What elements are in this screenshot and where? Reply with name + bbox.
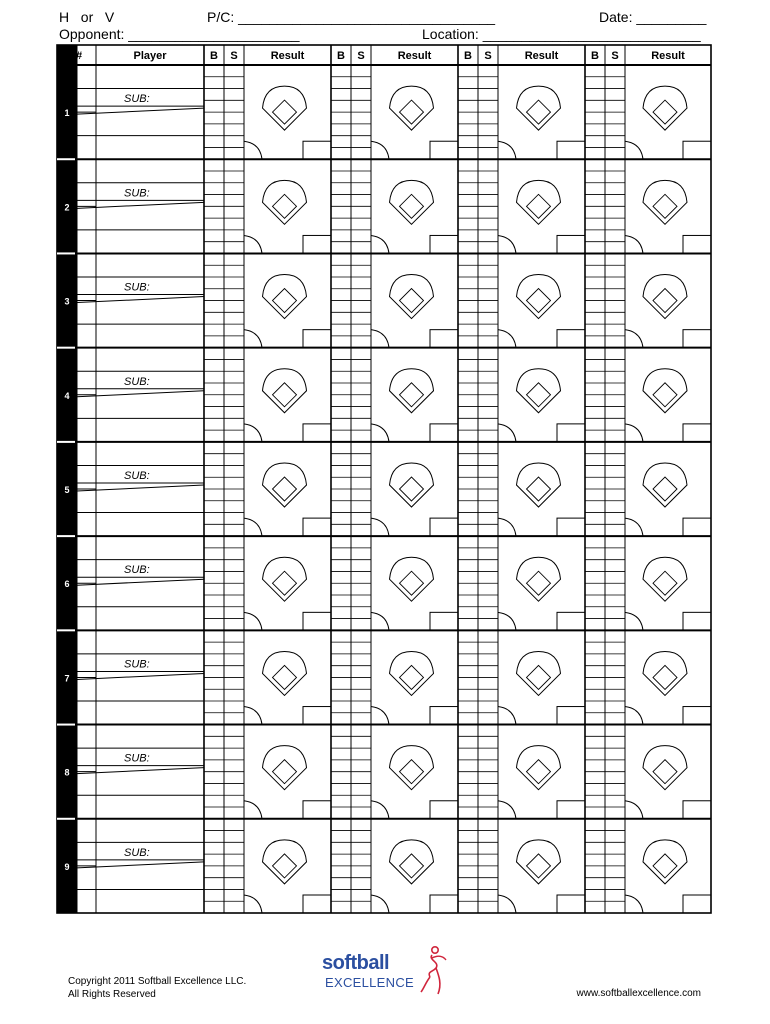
infield-diamond [653,289,677,313]
band-notch [57,441,75,443]
infield-diamond [527,760,551,784]
rbi-box [557,801,585,819]
field-diagram-5-1 [244,463,331,536]
header-result-3: Result [524,50,559,62]
foul-arc [371,424,389,442]
field-diagram-4-2 [371,369,458,442]
rbi-box [430,518,458,536]
foul-arc [625,235,643,253]
rbi-box [303,707,331,725]
logo-subtitle: EXCELLENCE [325,975,414,990]
foul-arc [371,235,389,253]
field-diagram-3-2 [371,275,458,348]
rbi-box [557,141,585,159]
field-diagram-6-1 [244,557,331,630]
infield-diamond [527,194,551,218]
infield-diamond [400,289,424,313]
field-diagram-2-4 [625,180,711,253]
rbi-box [303,330,331,348]
logo-wordmark: softball [322,952,390,974]
date-field[interactable]: Date: _________ [599,9,707,25]
pitcher-catcher-field[interactable]: P/C: _________________________________ [207,9,496,25]
header-number: # [75,50,83,62]
sub-label-2: SUB: [124,187,150,200]
infield-diamond [400,100,424,124]
rbi-box [430,895,458,913]
foul-arc [498,518,516,536]
lineup-slot-4 [57,347,711,442]
field-diagram-9-2 [371,840,458,913]
header-balls-3: B [464,50,472,62]
infield-diamond [273,571,297,595]
lineup-slot-8 [57,724,711,819]
infield-diamond [273,194,297,218]
rbi-box [557,235,585,253]
foul-arc [625,895,643,913]
foul-arc [498,235,516,253]
rbi-box [683,612,711,630]
field-diagram-6-2 [371,557,458,630]
foul-arc [371,895,389,913]
header-player: Player [133,50,167,62]
header-balls-1: B [210,50,218,62]
foul-arc [244,801,262,819]
foul-arc [244,518,262,536]
infield-diamond [273,854,297,878]
field-diagram-5-4 [625,463,711,536]
infield-diamond [527,571,551,595]
field-diagram-7-3 [498,651,585,724]
rbi-box [557,707,585,725]
field-diagram-9-4 [625,840,711,913]
rbi-box [557,518,585,536]
batting-number-7: 7 [64,673,70,684]
field-diagram-7-4 [625,651,711,724]
foul-arc [244,895,262,913]
sub-label-6: SUB: [124,564,150,577]
infield-diamond [400,571,424,595]
rbi-box [683,518,711,536]
header-strikes-4: S [611,50,619,62]
lineup-slot-6 [57,535,711,630]
column-header-row [76,50,685,62]
copyright-line-2: All Rights Reserved [68,989,156,1000]
field-diagram-4-1 [244,369,331,442]
copyright-line-1: Copyright 2011 Softball Excellence LLC. [68,976,247,987]
foul-arc [371,330,389,348]
rbi-box [557,612,585,630]
foul-arc [371,707,389,725]
batting-number-1: 1 [64,108,70,119]
foul-arc [371,801,389,819]
infield-diamond [527,665,551,689]
batting-number-6: 6 [64,579,70,590]
field-diagram-3-3 [498,275,585,348]
lineup-slot-5 [57,441,711,536]
infield-diamond [400,383,424,407]
field-diagram-8-4 [625,746,711,819]
field-diagram-7-2 [371,651,458,724]
field-diagram-7-1 [244,651,331,724]
rbi-box [303,235,331,253]
infield-diamond [527,477,551,501]
sub-label-3: SUB: [124,281,150,294]
field-diagram-5-2 [371,463,458,536]
rbi-box [430,612,458,630]
infield-diamond [653,571,677,595]
rbi-box [430,141,458,159]
band-notch [57,347,75,349]
batting-number-2: 2 [64,202,70,213]
foul-arc [498,424,516,442]
infield-diamond [653,194,677,218]
rbi-box [303,141,331,159]
rbi-box [303,895,331,913]
infield-diamond [273,477,297,501]
foul-arc [244,707,262,725]
header-strikes-3: S [484,50,492,62]
batting-number-4: 4 [64,390,70,401]
infield-diamond [653,760,677,784]
header-balls-4: B [591,50,599,62]
foul-arc [498,141,516,159]
infield-diamond [273,760,297,784]
field-diagram-4-3 [498,369,585,442]
foul-arc [498,330,516,348]
infield-diamond [273,289,297,313]
rbi-box [430,330,458,348]
rbi-box [430,424,458,442]
batting-number-8: 8 [64,767,70,778]
batting-number-9: 9 [64,861,70,872]
foul-arc [625,424,643,442]
lineup-slot-1 [64,77,711,159]
location-field[interactable]: Location: ____________________________ [422,26,701,42]
foul-arc [244,141,262,159]
band-notch [57,252,75,254]
infield-diamond [400,477,424,501]
infield-diamond [527,854,551,878]
foul-arc [625,801,643,819]
sub-label-7: SUB: [124,658,150,671]
foul-arc [371,141,389,159]
batting-number-3: 3 [64,296,70,307]
infield-diamond [527,100,551,124]
rbi-box [683,801,711,819]
foul-arc [625,518,643,536]
header-result-2: Result [397,50,432,62]
foul-arc [371,518,389,536]
field-diagram-2-2 [371,180,458,253]
website-url: www.softballexcellence.com [576,988,701,999]
header-strikes-1: S [230,50,238,62]
field-diagram-8-2 [371,746,458,819]
infield-diamond [400,760,424,784]
rbi-box [683,895,711,913]
field-diagram-1-3 [498,86,585,159]
rbi-box [683,707,711,725]
field-diagram-4-4 [625,369,711,442]
rbi-box [683,235,711,253]
field-diagram-2-3 [498,180,585,253]
infield-diamond [273,383,297,407]
home-or-visitor: H or V [59,9,115,25]
field-diagram-9-3 [498,840,585,913]
rbi-box [430,235,458,253]
header-balls-2: B [337,50,345,62]
batting-number-5: 5 [64,485,70,495]
header-strikes-2: S [357,50,365,62]
band-notch [57,629,75,631]
band-notch [57,158,75,160]
sub-label-5: SUB: [124,470,150,482]
field-diagram-8-3 [498,746,585,819]
field-diagram-3-1 [244,275,331,348]
rbi-box [557,895,585,913]
opponent-field[interactable]: Opponent: ______________________ [59,26,300,42]
foul-arc [244,235,262,253]
rbi-box [303,518,331,536]
field-diagram-3-4 [625,275,711,348]
foul-arc [371,612,389,630]
lineup-slot-9 [57,818,711,913]
rbi-box [683,330,711,348]
sub-label-8: SUB: [124,752,150,765]
foul-arc [498,612,516,630]
lineup-slot-7 [57,629,711,724]
infield-diamond [400,854,424,878]
foul-arc [498,801,516,819]
foul-arc [625,707,643,725]
infield-diamond [527,383,551,407]
lineup-slot-3 [57,252,711,347]
foul-arc [625,612,643,630]
batting-order-band [57,45,77,913]
field-diagram-2-1 [244,180,331,253]
band-notch [57,724,75,726]
field-diagram-1-2 [371,86,458,159]
field-diagram-6-4 [625,557,711,630]
rbi-box [557,330,585,348]
infield-diamond [400,194,424,218]
band-notch [57,535,75,537]
field-diagram-8-1 [244,746,331,819]
infield-diamond [653,383,677,407]
infield-diamond [653,100,677,124]
rbi-box [303,424,331,442]
softball-excellence-logo [322,944,447,996]
field-diagram-1-1 [244,86,331,159]
field-diagram-6-3 [498,557,585,630]
rbi-box [430,707,458,725]
infield-diamond [273,100,297,124]
infield-diamond [653,477,677,501]
rbi-box [683,141,711,159]
header-result-1: Result [270,50,305,62]
field-diagram-5-3 [498,463,585,536]
rbi-box [303,801,331,819]
pitcher-figure-icon [418,944,448,996]
foul-arc [498,707,516,725]
foul-arc [244,424,262,442]
field-diagram-9-1 [244,840,331,913]
rbi-box [430,801,458,819]
infield-diamond [653,854,677,878]
foul-arc [625,141,643,159]
field-diagram-1-4 [625,86,711,159]
lineup-slot-2 [57,158,711,253]
infield-diamond [400,665,424,689]
sub-label-4: SUB: [124,375,150,388]
table-border [57,45,711,913]
foul-arc [244,330,262,348]
rbi-box [303,612,331,630]
copyright-notice [68,975,246,1001]
infield-diamond [273,665,297,689]
foul-arc [625,330,643,348]
header-result-4: Result [651,50,685,62]
rbi-box [557,424,585,442]
infield-diamond [653,665,677,689]
sub-label-9: SUB: [124,846,150,859]
band-notch [57,818,75,820]
rbi-box [683,424,711,442]
sub-label-1: SUB: [124,93,150,106]
foul-arc [498,895,516,913]
foul-arc [244,612,262,630]
infield-diamond [527,289,551,313]
